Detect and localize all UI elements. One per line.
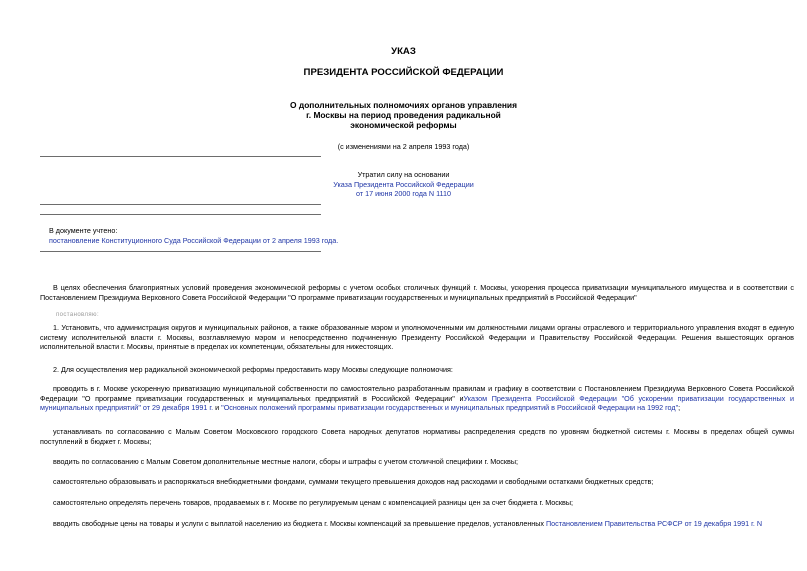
amendments-note: (с изменениями на 2 апреля 1993 года) xyxy=(337,142,470,151)
repeal-link-line[interactable]: от 17 июня 2000 года N 1110 xyxy=(356,189,451,199)
repeal-block xyxy=(0,170,807,199)
divider xyxy=(40,214,321,215)
privatization-program-link[interactable]: "Основных положений программы приватизации государственных и муниципальных предприятий в Российской Федерации на 1992 год" xyxy=(221,403,679,413)
paragraph-free-prices xyxy=(40,519,794,529)
decree-word: постановляю: xyxy=(56,312,100,318)
document-subtitle xyxy=(0,100,807,130)
subtitle-line: г. Москвы на период проведения радикальной xyxy=(306,110,501,120)
decree-privatization-link[interactable]: Указом Президента Российской Федерации "Об ускорении приватизации государственных и муниципальных предприятий" от 29 декабря 1991 г. xyxy=(40,393,794,413)
repeal-link-line[interactable]: Указа Президента Российской Федерации xyxy=(333,179,474,189)
constitutional-court-link[interactable]: постановление Конституционного Суда Российской Федерации от 2 апреля 1993 года. xyxy=(49,235,339,245)
paragraph-regulated-prices: самостоятельно определять перечень товаров, продаваемых в г. Москве по регулируемым ценам с компенсацией разницы цен за счет бюджета г. Москвы; xyxy=(53,498,573,507)
paragraph-2: 2. Для осуществления мер радикальной экономической реформы предоставить мэру Москвы следующие полномочия: xyxy=(53,365,453,374)
subtitle-line: О дополнительных полномочиях органов управления xyxy=(290,100,517,110)
paragraph-text: вводить свободные цены на товары и услуги с выплатой населению из бюджета г. Москвы компенсаций за превышение пределов, установленных xyxy=(53,519,547,528)
intro-paragraph: В целях обеспечения благоприятных условий проведения экономической реформы с учетом особых столичных функций г. Москвы, ускорения процесса приватизации муниципального имущества и в соответствии с Постановлением Президиума Верховного Совета Российской Федерации "О программе приватизации государственных и муниципальных предприятий в Российской Федерации" xyxy=(40,283,794,302)
paragraph-extrabudgetary-funds: самостоятельно образовывать и распоряжаться внебюджетными фондами, суммами текущего превышения доходов над расходами и свободными остатками бюджетных средств; xyxy=(53,477,654,486)
paragraph-local-taxes: вводить по согласованию с Малым Советом дополнительные местные налоги, сборы и штрафы с учетом столичной специфики г. Москвы; xyxy=(53,457,519,466)
considered-block xyxy=(49,226,449,245)
issuer-title: ПРЕЗИДЕНТА РОССИЙСКОЙ ФЕДЕРАЦИИ xyxy=(303,67,504,78)
paragraph-text: и xyxy=(213,403,222,413)
paragraph-1: 1. Установить, что администрация округов и муниципальных районов, а также образованные мэром и уполномоченными им должностными лицами органы отраслевого и территориального управления входят в единую систему исполнительной власти г. Москвы, возглавляемую мэром и непосредственно подчиненную Президенту Российской Федерации и Правительству Российской Федерации. Решения вышестоящих органов исполнительной власти г. Москвы, принятые в пределах их компетенции, обязательны для нижестоящих. xyxy=(40,323,794,352)
divider xyxy=(40,251,321,252)
paragraph-privatization xyxy=(40,384,794,413)
repeal-text: Утратил силу на основании xyxy=(357,170,450,179)
considered-label: В документе учтено: xyxy=(49,226,118,235)
document-type-title: УКАЗ xyxy=(391,46,416,57)
repeal-link[interactable] xyxy=(0,180,807,199)
government-resolution-link[interactable]: Постановлением Правительства РСФСР от 19 декабря 1991 г. N xyxy=(546,519,763,528)
paragraph-text: ; xyxy=(678,403,681,413)
subtitle-line: экономической реформы xyxy=(350,120,457,130)
divider xyxy=(40,156,321,157)
paragraph-budget-norms: устанавливать по согласованию с Малым Советом Московского городского Совета народных депутатов нормативы распределения средств по уровням бюджетной системы г. Москвы в пределах общей суммы поступлений в бюджет г. Москвы; xyxy=(40,427,794,446)
paragraph-text: проводить в г. Москве ускоренную приватизацию муниципальной собственности по самостоятельно разработанным правилам и графику в соответствии с Постановлением Президиума Верховного Совета Российской Федерации "О программе приватизации государственных и муниципальных предприятий в Российской Федерации" и xyxy=(40,384,794,403)
divider xyxy=(40,204,321,205)
